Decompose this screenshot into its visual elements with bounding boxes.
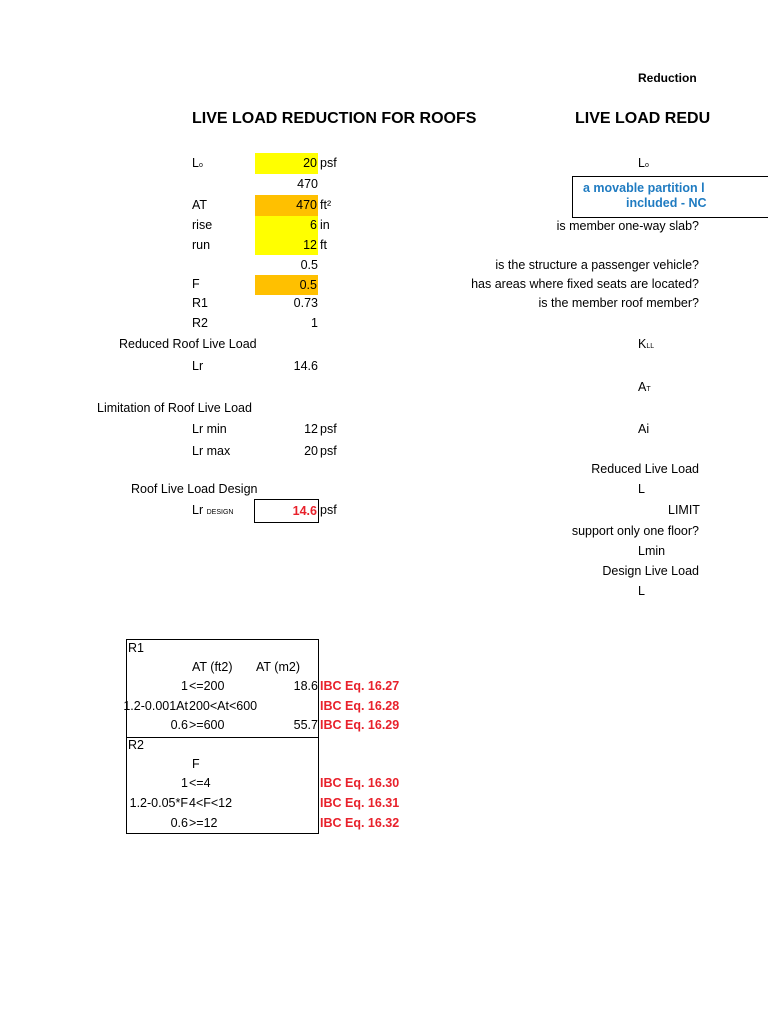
floor-q-roof-member: is the member roof member? (538, 296, 699, 310)
floor-l-label: L (638, 482, 645, 496)
roof-at-input[interactable]: 470 (255, 195, 318, 216)
floor-limit-label: LIMIT (668, 503, 700, 517)
floor-l2-label: L (638, 584, 645, 598)
roof-lr-label: Lr (192, 359, 204, 373)
roof-slope-calc: 0.5 (300, 258, 318, 272)
table-r1-row3-condition: >=600 (189, 718, 225, 732)
roof-r1-label: R1 (192, 296, 208, 310)
floor-q-one-floor: support only one floor? (571, 524, 699, 538)
table-r2-row2-ref: IBC Eq. 16.31 (320, 796, 400, 810)
roof-design-heading: Roof Live Load Design (131, 482, 258, 496)
floor-note-line2: included - NC (626, 196, 707, 210)
roof-run-unit: ft (320, 238, 327, 252)
roof-r1-value: 0.73 (293, 296, 318, 310)
roof-lr-min-label: Lr min (192, 422, 227, 436)
table-r2-row2-value: 1.2-0.05*F (129, 796, 188, 810)
table-r1-row2-ref: IBC Eq. 16.28 (320, 699, 400, 713)
table-r2-row2-condition: 4<F<12 (189, 796, 233, 810)
roof-lr-design-value: 14.6 (254, 499, 319, 523)
table-r1-row1-value: 1 (181, 679, 188, 693)
roof-r2-value: 1 (311, 316, 318, 330)
roof-limitation-heading: Limitation of Roof Live Load (97, 401, 252, 415)
table-r1-row3-ref: IBC Eq. 16.29 (320, 718, 400, 732)
floor-kll-label: KLL (638, 337, 655, 351)
table-r1-col-at-m2: AT (m2) (256, 660, 300, 674)
floor-q-one-way: is member one-way slab? (556, 219, 699, 233)
floor-ai-label: Ai (638, 422, 650, 436)
table-r2-row1-condition: <=4 (189, 776, 211, 790)
roof-run-input[interactable]: 12 (255, 235, 318, 255)
roof-at-label: AT (192, 198, 208, 212)
floor-reduced-heading: Reduced Live Load (591, 462, 699, 476)
table-r1-row2-value: 1.2-0.001At (123, 699, 188, 713)
roof-lr-design-unit: psf (320, 503, 337, 517)
roof-lr-min-value: 12 (304, 422, 318, 436)
table-r2-heading: R2 (128, 738, 144, 752)
table-r1-row3-m2: 55.7 (293, 718, 318, 732)
floor-q-vehicle: is the structure a passenger vehicle? (495, 258, 699, 272)
roof-section-title: LIVE LOAD REDUCTION FOR ROOFS (192, 110, 477, 127)
roof-rise-label: rise (192, 218, 213, 232)
table-r1-col-at-ft2: AT (ft2) (192, 660, 233, 674)
roof-lo-label: Lo (192, 156, 203, 170)
table-r1-row2-condition: 200<At<600 (189, 699, 258, 713)
roof-at-calc: 470 (297, 177, 318, 191)
roof-lr-max-value: 20 (304, 444, 318, 458)
table-r2-row3-condition: >=12 (189, 816, 218, 830)
roof-lo-input[interactable]: 20 (255, 153, 318, 174)
floor-partition-note (572, 176, 768, 218)
roof-rise-input[interactable]: 6 (255, 216, 318, 235)
floor-design-heading: Design Live Load (602, 564, 699, 578)
roof-f-label: F (192, 277, 200, 291)
floor-lmin-label: Lmin (638, 544, 666, 558)
roof-f-value: 0.5 (255, 275, 318, 295)
floor-q-fixed-seats: has areas where fixed seats are located? (471, 277, 699, 291)
roof-lr-max-label: Lr max (192, 444, 231, 458)
header-right-label: Reduction (638, 71, 697, 85)
roof-run-label: run (192, 238, 211, 252)
table-r2-row3-ref: IBC Eq. 16.32 (320, 816, 400, 830)
roof-lr-min-unit: psf (320, 422, 337, 436)
roof-lo-unit: psf (320, 156, 337, 170)
roof-lr-value: 14.6 (293, 359, 318, 373)
table-r1-row1-condition: <=200 (189, 679, 225, 693)
floor-at-label: AT (638, 380, 651, 394)
roof-lr-max-unit: psf (320, 444, 337, 458)
floor-lo-label: Lo (638, 156, 649, 170)
table-r2-row3-value: 0.6 (170, 816, 188, 830)
table-r1-row1-m2: 18.6 (293, 679, 318, 693)
table-r2-row1-ref: IBC Eq. 16.30 (320, 776, 400, 790)
floor-section-title: LIVE LOAD REDU (575, 110, 711, 127)
roof-reduced-heading: Reduced Roof Live Load (119, 337, 257, 351)
roof-lr-design-label: Lr DESIGN (192, 503, 234, 517)
roof-r2-label: R2 (192, 316, 208, 330)
table-r2-col-f: F (192, 757, 200, 771)
table-r2-row1-value: 1 (181, 776, 188, 790)
table-r1-row1-ref: IBC Eq. 16.27 (320, 679, 400, 693)
table-r1-row3-value: 0.6 (170, 718, 188, 732)
table-r1-heading: R1 (128, 641, 144, 655)
floor-note-line1: a movable partition l (583, 181, 705, 195)
roof-at-unit: ft² (320, 198, 332, 212)
roof-rise-unit: in (320, 218, 330, 232)
